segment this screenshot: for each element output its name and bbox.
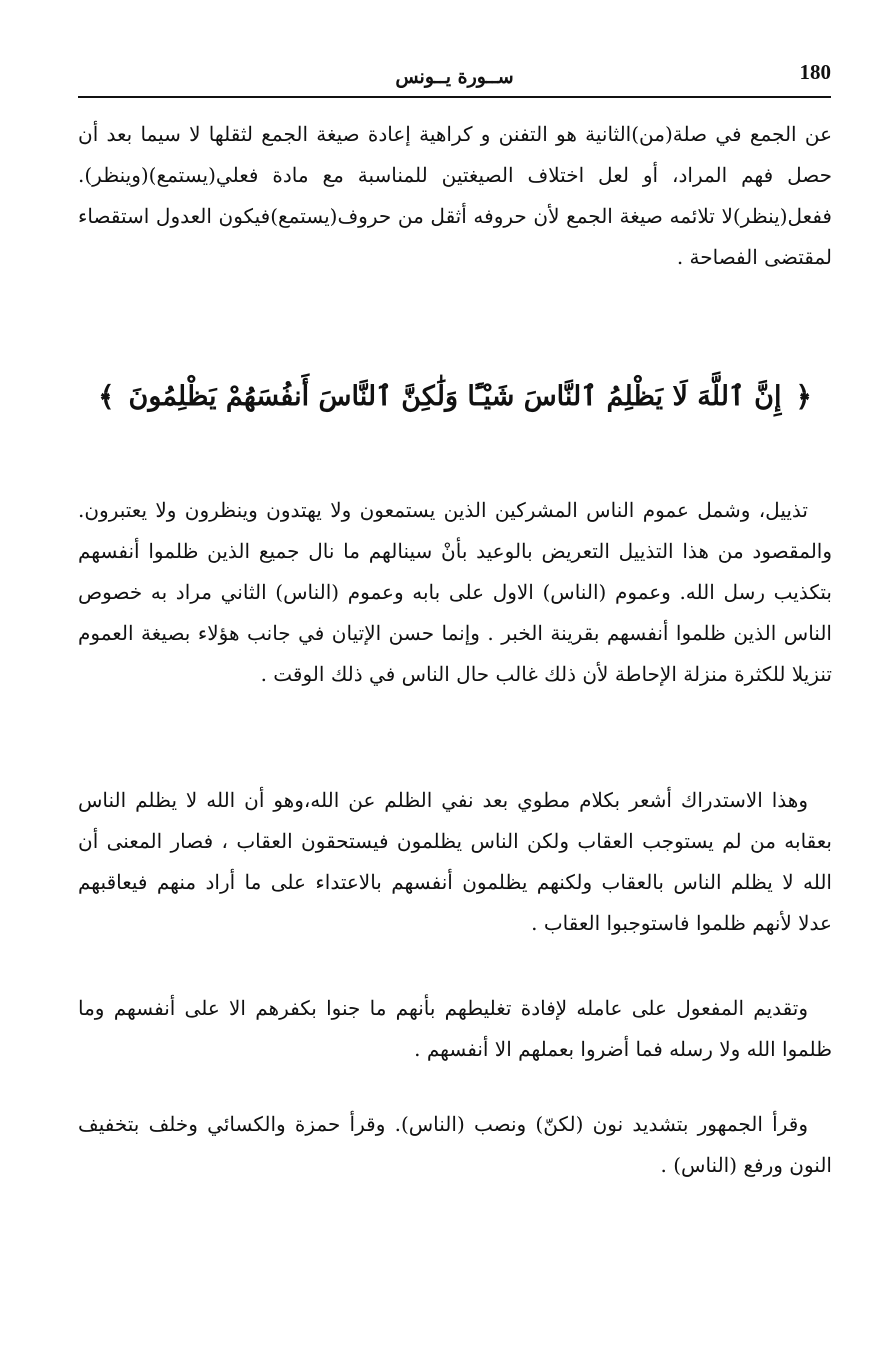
- paragraph-4: وتقديم المفعول على عامله لإفادة تغليطهم بأنهم ما جنوا بكفرهم الا على أنفسهم وما ظلموا الله ولا رسله فما أضروا بعملهم الا أنفسهم .: [78, 996, 832, 1061]
- paragraph-2: تذييل، وشمل عموم الناس المشركين الذين يستمعون ولا يهتدون وينظرون ولا يعتبرون. والمقصود من هذا التذييل التعريض بالوعيد بأنْ سينالهم ما نال جميع الذين ظلموا أنفسهم بتكذيب رسل الله. وعموم (الناس) الاول على بابه وعموم (الناس) الثاني مراد به خصوص الناس الذين ظلموا أنفسهم بقرينة الخبر . وإنما حسن الإتيان في جانب هؤلاء بصيغة العموم تنزيلا للكثرة منزلة الإحاطة لأن ذلك غالب حال الناس في ذلك الوقت .: [78, 498, 832, 686]
- verse-close-bracket: ﴾: [98, 380, 115, 413]
- quran-verse: [78, 362, 832, 432]
- paragraph-3: وهذا الاستدراك أشعر بكلام مطوي بعد نفي الظلم عن الله،وهو أن الله لا يظلم الناس بعقابه من لم يستوجب العقاب ولكن الناس يظلمون فيستحقون العقاب ، فصار المعنى أن الله لا يظلم الناس بالعقاب ولكنهم يظلمون أنفسهم بالاعتداء على ما أراد منهم فيعاقبهم عدلا لأنهم ظلموا فاستوجبوا العقاب .: [78, 788, 832, 935]
- paragraph-1: عن الجمع في صلة(من)الثانية هو التفنن و كراهية إعادة صيغة الجمع لثقلها لا سيما بعد أن حصل فهم المراد، أو لعل اختلاف الصيغتين للمناسبة مع مادة فعلي(يستمع)(وينظر). ففعل(ينظر)لا تلائمه صيغة الجمع لأن حروفه أثقل من حروف(يستمع)فيكون العدول استقصاء لمقتضى الفصاحة .: [78, 122, 832, 269]
- page-number: 180: [799, 60, 831, 84]
- paragraph-5: وقرأ الجمهور بتشديد نون (لكنّ) ونصب (الناس). وقرأ حمزة والكسائي وخلف بتخفيف النون ورفع (الناس) .: [78, 1112, 832, 1177]
- verse-open-bracket: ﴿: [795, 380, 812, 413]
- surah-title: ســورة يــونس: [395, 66, 514, 88]
- page-header: [78, 52, 831, 98]
- verse-text: إِنَّ ٱللَّهَ لَا يَظْلِمُ ٱلنَّاسَ شَيْـًٔا وَلَٰكِنَّ ٱلنَّاسَ أَنفُسَهُمْ يَظْلِمُونَ: [128, 381, 782, 413]
